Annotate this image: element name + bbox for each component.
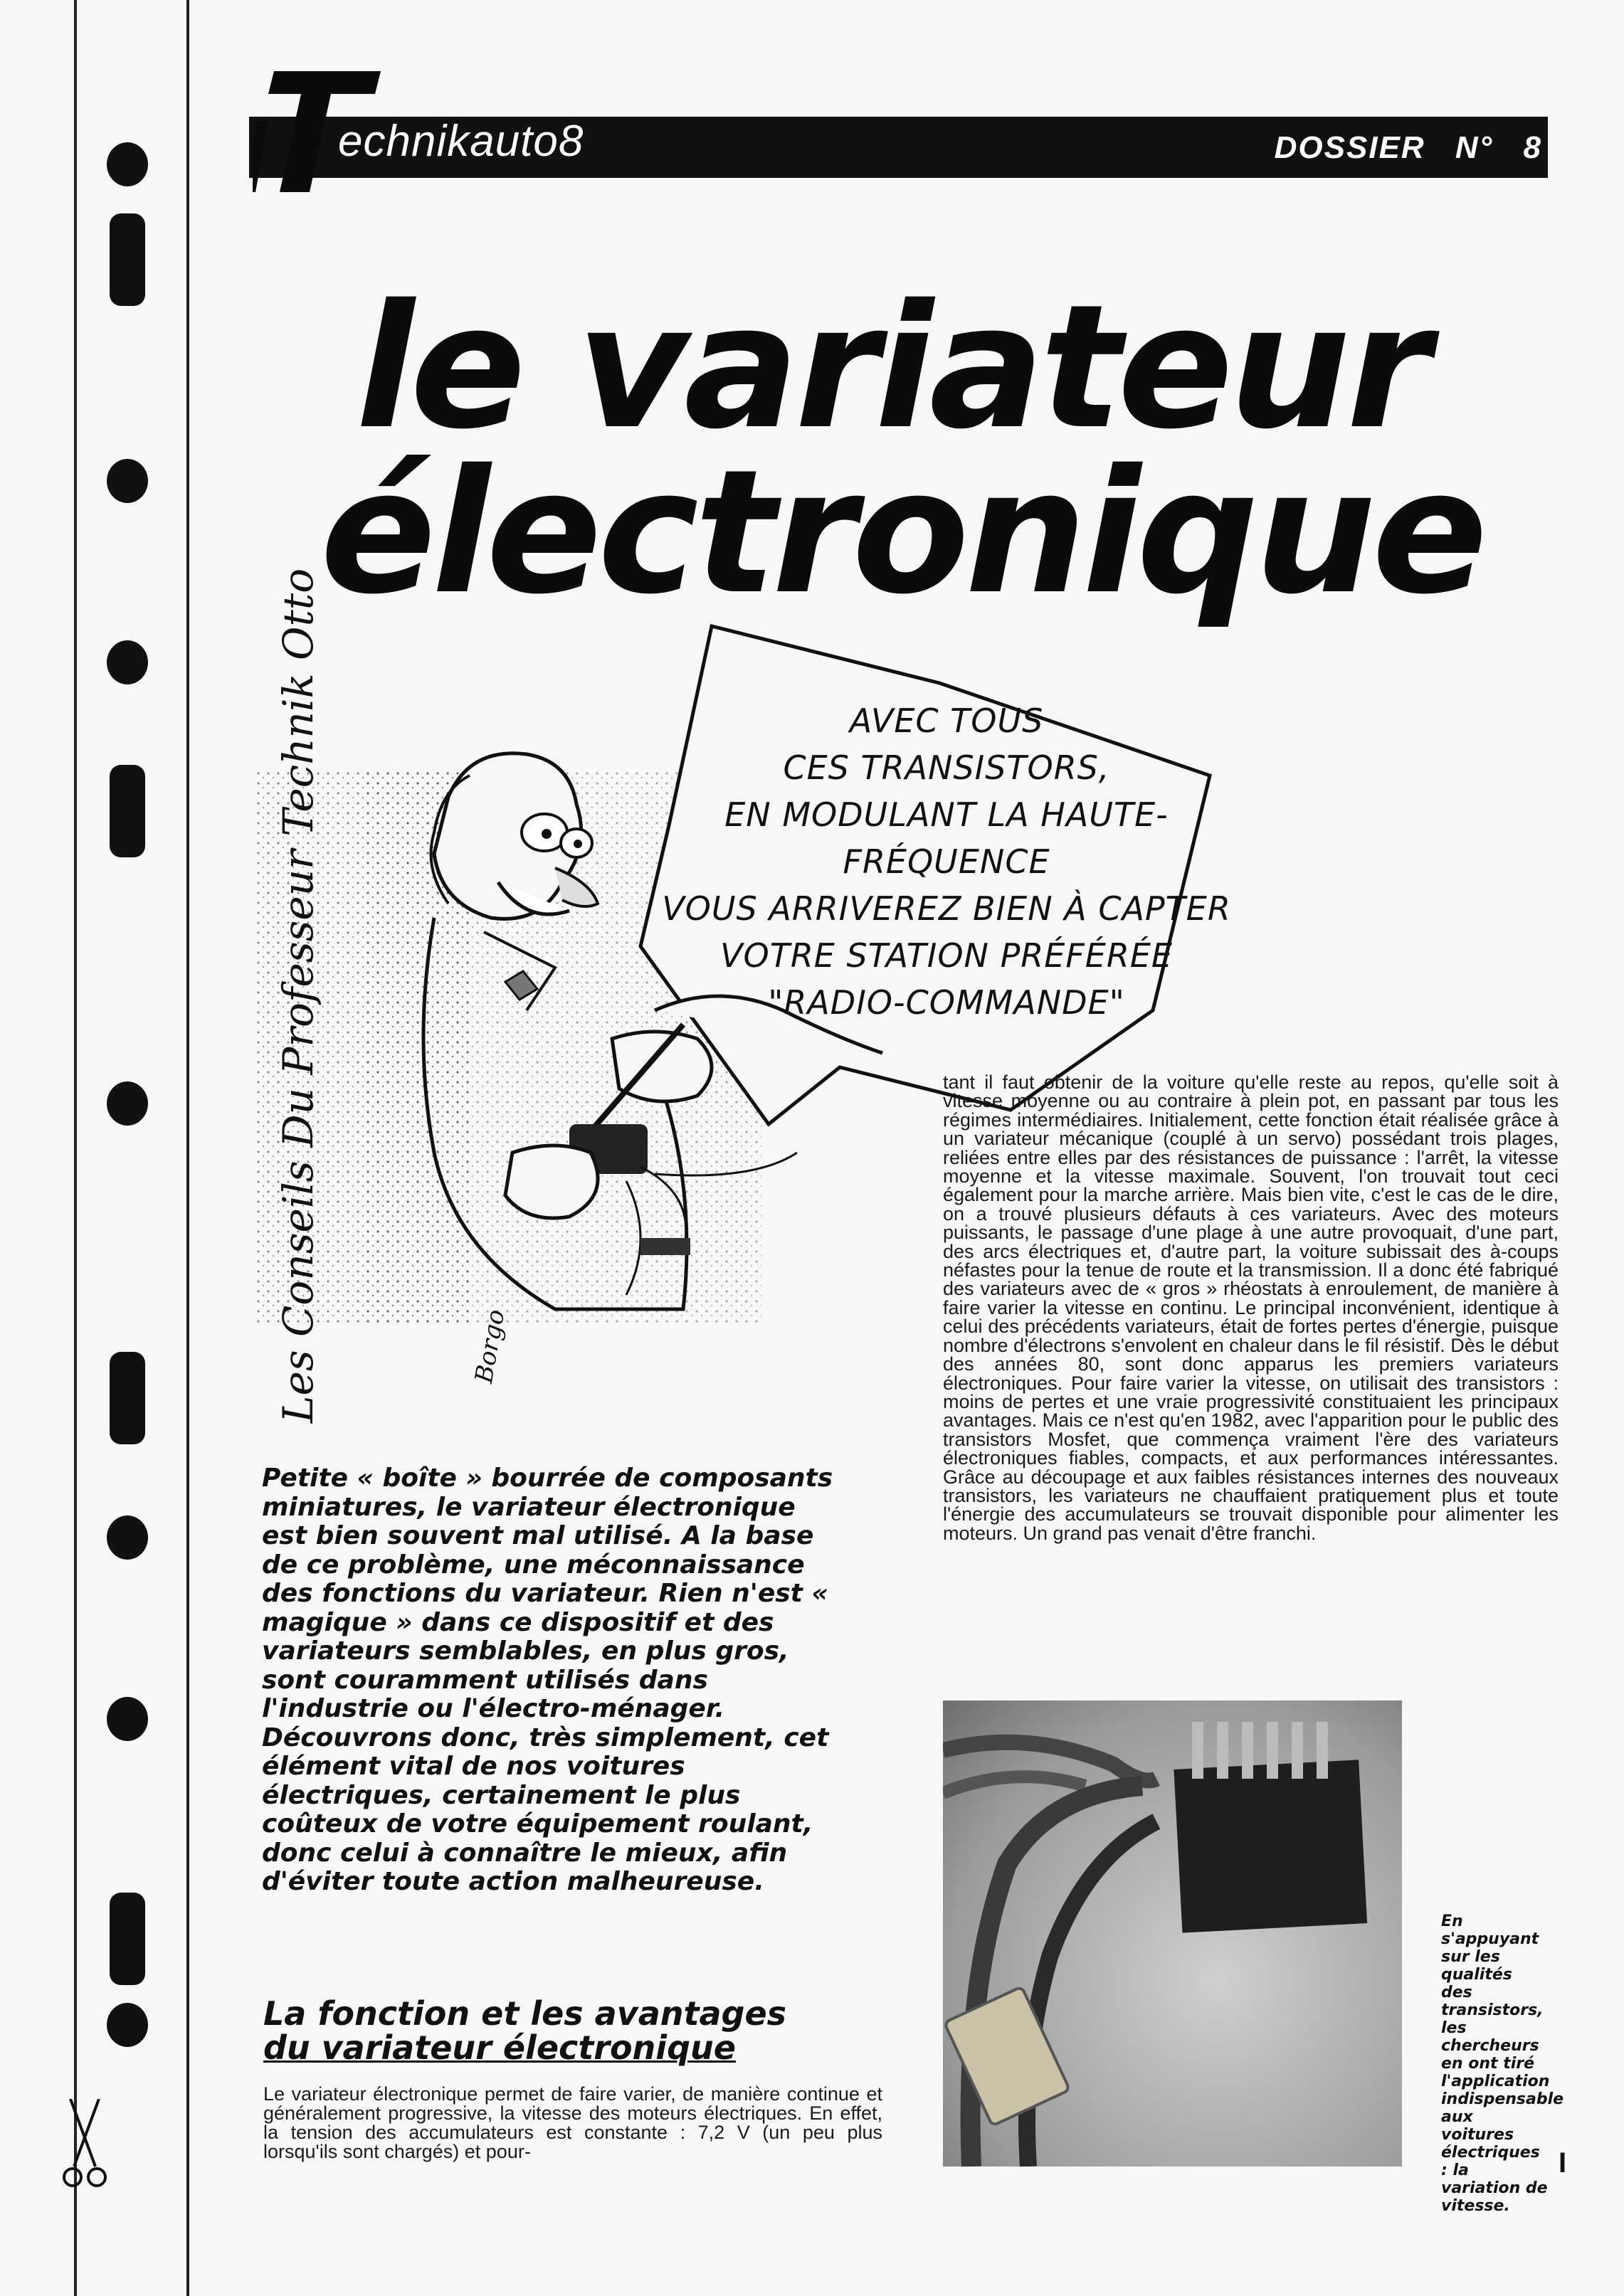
speech-line: EN MODULANT LA HAUTE-FRÉQUENCE (724, 795, 1169, 881)
section-heading (263, 1996, 904, 2065)
page-title (320, 268, 1566, 632)
vertical-caption: Les Conseils Du Professeur Technik Otto (274, 568, 322, 1423)
brand-name: echnikauto8 (338, 117, 584, 166)
speech-line: AVEC TOUS (849, 702, 1044, 740)
page-number: I (1559, 2147, 1567, 2179)
photo-caption: En s'appuyant sur les qualités des transistors, les chercheurs en ont tiré l'application indispensable aux voitures électriques : la variation de vitesse. (1441, 1913, 1564, 2215)
dossier-number: 8 (1523, 130, 1542, 165)
artist-signature: Borgo (470, 1307, 511, 1385)
speech-bubble-text (655, 697, 1238, 1026)
article-right-column: tant il faut obtenir de la voiture qu'elle reste au repos, qu'elle soit à vitesse moyenne ou au contraire à plein pot, en passant par tous les régimes intermédiaires. Initialement, cette fonction était réalisée grâce à un variateur mécanique (couplé à un servo) possédant trois plages, reliées entre elles par des résistances de puissance : l'arrêt, la vitesse moyenne et la vitesse maximale. Souvent, l'on trouvait tout ceci également pour la marche arrière. Mais bien vite, c'est le cas de le dire, on a trouvé plusieurs défauts à ces variateurs. Avec des moteurs puissants, le passage d'une plage à une autre provoquait, d'une part, des arcs électriques et, d'autre part, la voiture subissait des à-coups néfastes pour la tenue de route et la transmission. Il a donc été fabriqué des variateurs avec de « gros » rhéostats à enroulement, de manière à faire varier la vitesse en continu. Le principal inconvénient, identique à celui des précédents variateurs, était de fortes pertes d'énergie, puisque nombre d'électrons s'envolent en chaleur dans le fil résistif. Dès le début des années 80, sont donc apparus les premiers variateurs électroniques. Pour faire varier la vitesse, on utilisait des transistors : moins de pertes et une vraie progressivité constituaient les principaux avantages. Mais ce n'est qu'en 1982, avec l'apparition pour le public des transistors Mosfet, que commença vraiment l'ère des variateurs électroniques fiables, compacts, et aux performances intéressantes. Grâce au découpage et aux faibles résistances internes des nouveaux transistors, les variateurs ne chauffaient pratiquement plus et toute l'énergie des accumulateurs se trouvait disponible pour alimenter les moteurs. Un grand pas venait d'être franchi. (943, 1072, 1559, 1544)
speech-line: CES TRANSISTORS, (783, 748, 1110, 787)
punch-slot (110, 1352, 145, 1444)
punch-hole (107, 1697, 148, 1741)
title-line-2: électronique (320, 433, 1484, 632)
punch-hole (107, 640, 148, 684)
variator-photo (943, 1700, 1402, 2167)
professor-hand (505, 1146, 598, 1218)
punch-hole (107, 142, 148, 186)
scissors-icon (60, 2099, 110, 2191)
number-label: N° (1455, 130, 1494, 165)
punch-hole (107, 459, 148, 503)
punch-slot (110, 765, 145, 857)
speech-line: VOUS ARRIVEREZ BIEN À CAPTER (662, 889, 1231, 928)
speech-line: VOTRE STATION PRÉFÉRÉE (720, 936, 1173, 975)
speech-line: "RADIO-COMMANDE" (768, 983, 1125, 1022)
punch-slot (110, 213, 145, 306)
punch-hole (107, 1081, 148, 1126)
punch-hole (107, 1515, 148, 1560)
binder-line-right (186, 0, 189, 2296)
section-heading-line-2: du variateur électronique (263, 2028, 736, 2067)
article-intro: Petite « boîte » bourrée de composants miniatures, le variateur électronique est bien souvent mal utilisé. A la base de ce problème, une méconnaissance des fonctions du variateur. Rien n'est « magique » dans ce dispositif et des variateurs semblables, en plus gros, sont couramment utilisés dans l'industrie ou l'électro-ménager. Découvrons donc, très simplement, cet élément vital de nos voitures électriques, certainement le plus coûteux de votre équipement roulant, donc celui à connaître le mieux, afin d'éviter toute action malheureuse. (262, 1464, 833, 1896)
article-left-column: Le variateur électronique permet de faire varier, de manière continue et généralement progressive, la vitesse des moteurs électriques. En effet, la tension des accumulateurs est constante : 7,2 V (un peu plus lorsqu'ils sont chargés) et pour- (263, 2083, 882, 2162)
binder-line-left (74, 0, 77, 2296)
dossier-label (1275, 132, 1542, 164)
title-line-1: le variateur (356, 268, 1427, 467)
punch-slot (110, 1893, 145, 1985)
connector (640, 1238, 690, 1255)
section-heading-line-1: La fonction et les avantages (263, 1994, 787, 2033)
punch-hole (107, 2003, 148, 2047)
dossier-text: DOSSIER (1274, 130, 1425, 165)
